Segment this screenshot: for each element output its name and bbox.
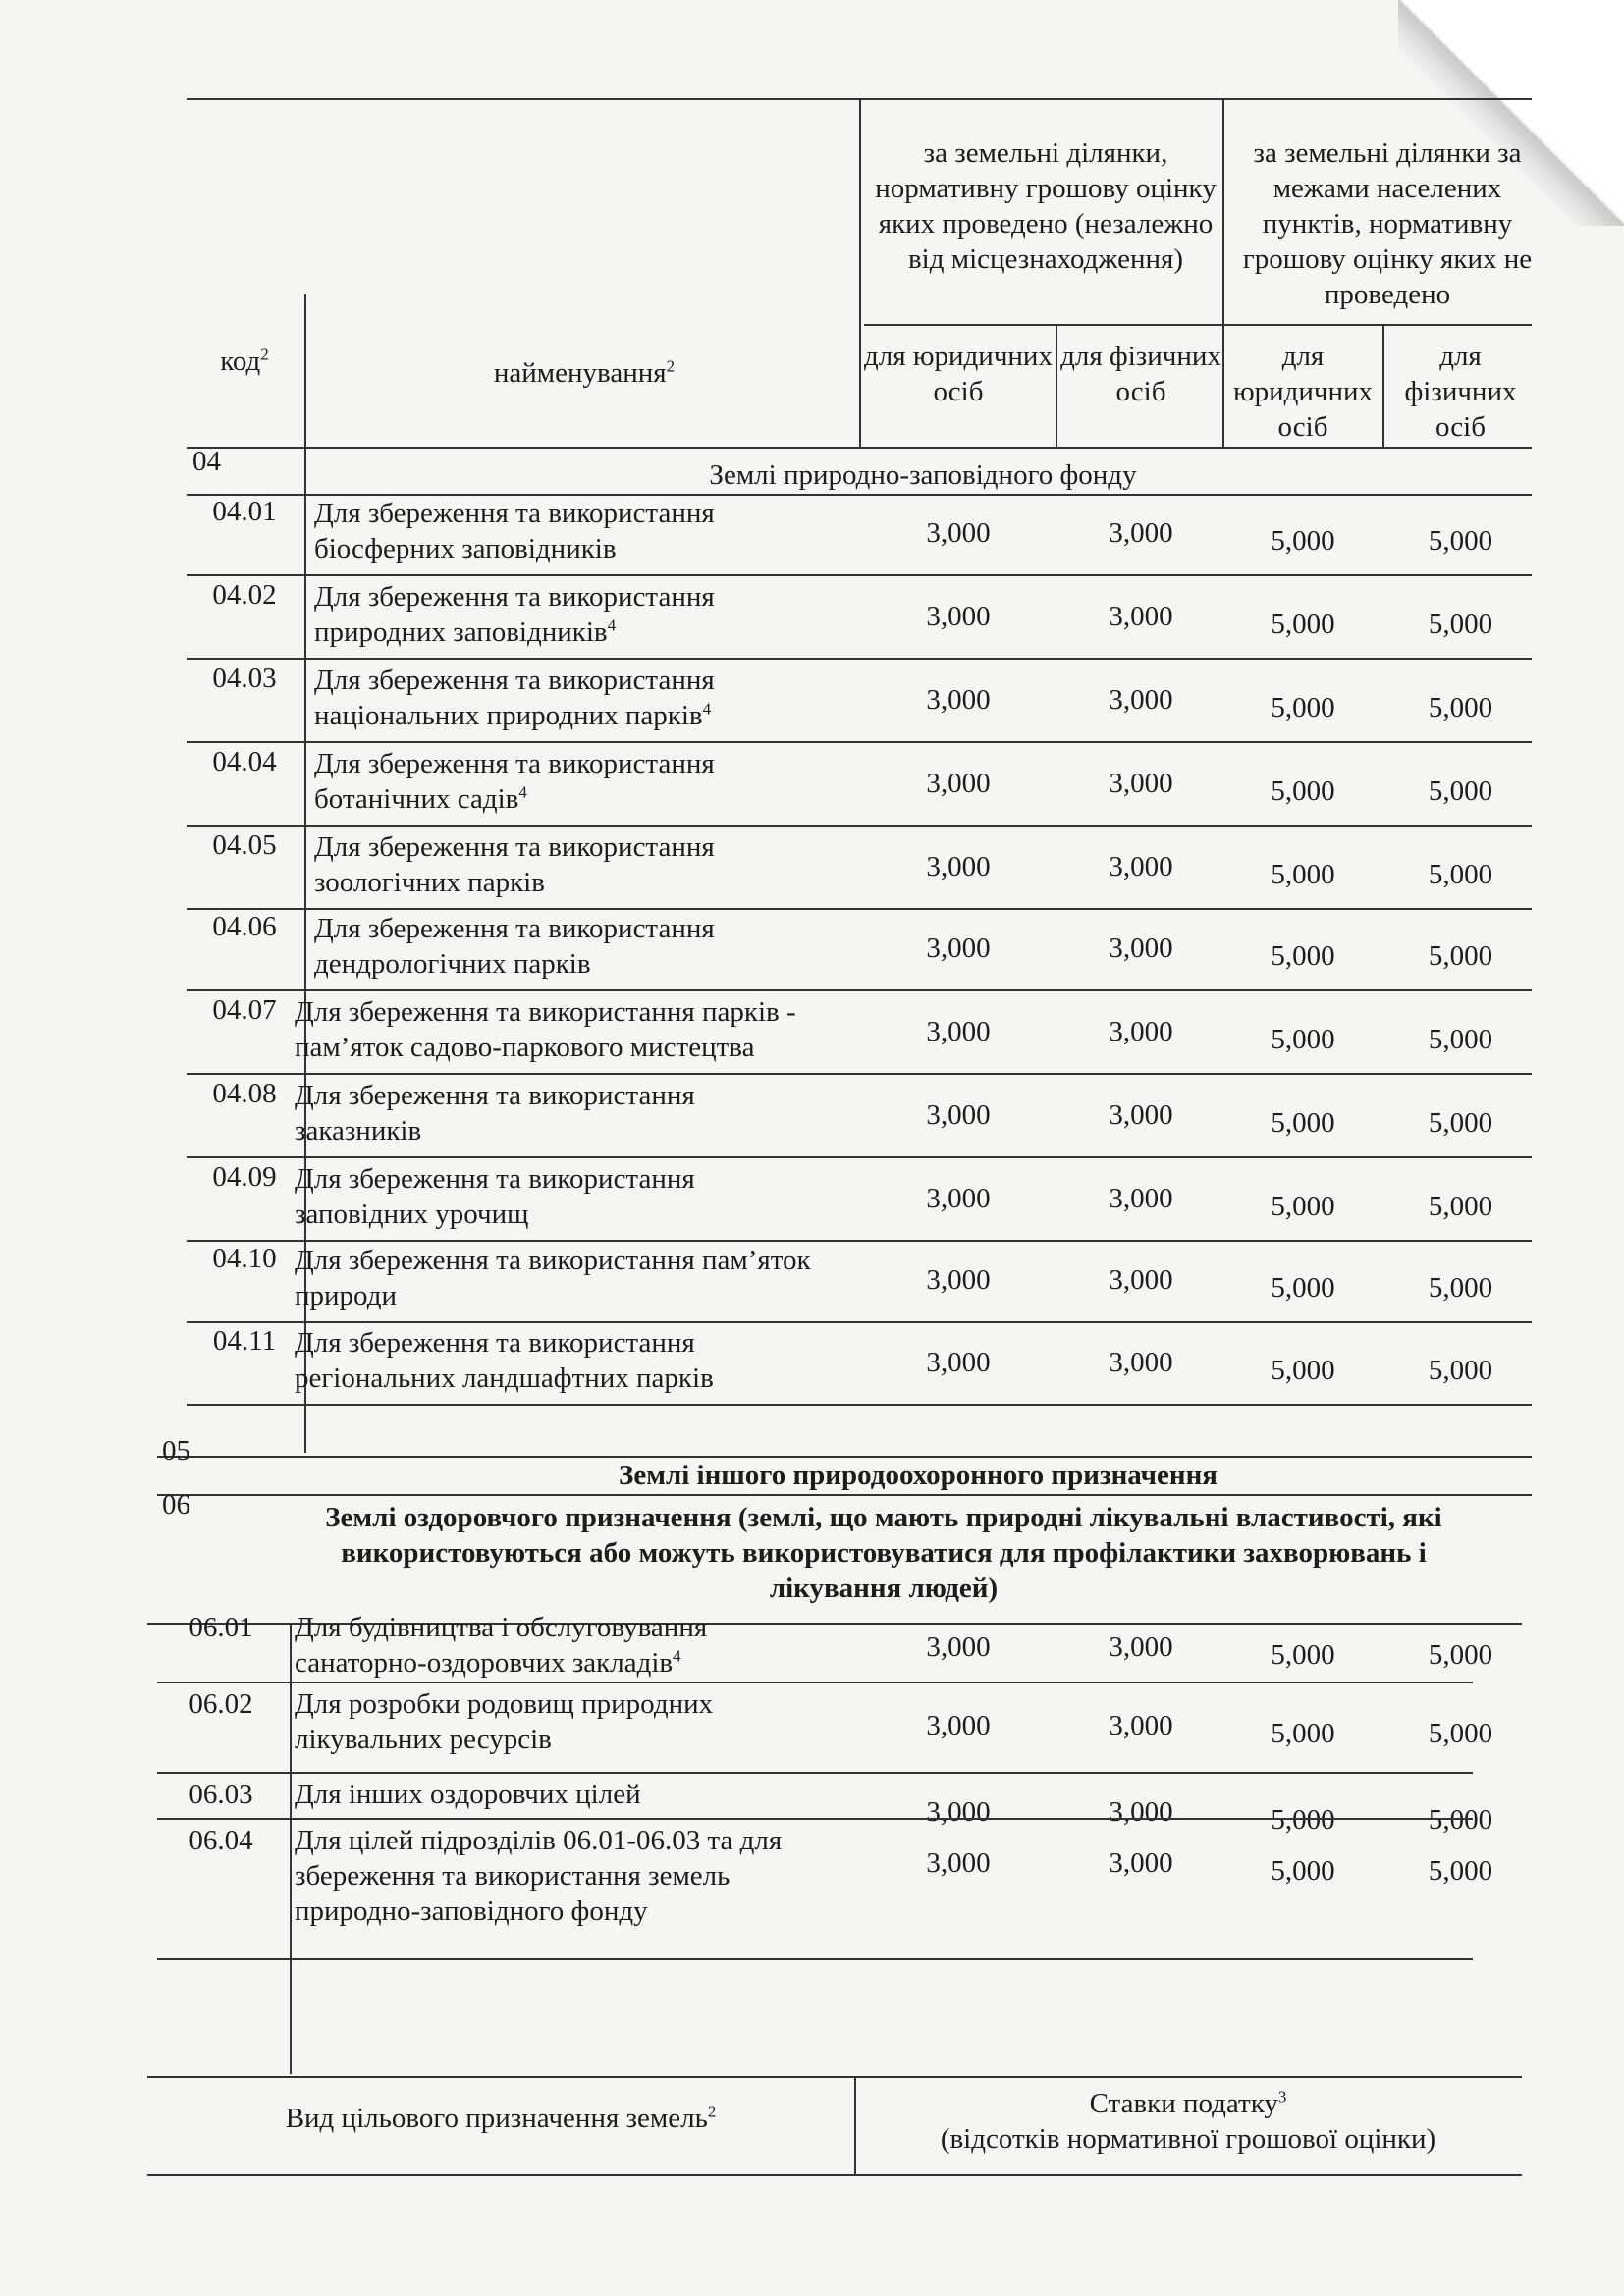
row-name: Для розробки родовищ природних лікувальних ресурсів <box>295 1688 714 1755</box>
rate-not-assessed: 5,000 <box>1271 609 1335 640</box>
rate-not-assessed: 5,000 <box>1428 775 1493 807</box>
rate-not-assessed: 5,000 <box>1428 859 1493 890</box>
header-name: найменування$^2$ <box>493 356 676 389</box>
row-name: Для збереження та використання зоологічних парків <box>314 831 715 898</box>
rate-legal-physical-assessed: 3,000 <box>1109 1099 1173 1131</box>
section-code: 05 <box>162 1435 190 1467</box>
rate-legal-physical-assessed: 3,000 <box>1109 1183 1173 1214</box>
row-divider <box>157 1772 1473 1774</box>
row-divider <box>157 1818 1473 1820</box>
row-divider <box>187 658 1532 660</box>
row-code: 04.06 <box>212 911 277 942</box>
rate-legal-physical-assessed: 3,000 <box>926 1183 991 1214</box>
row-divider <box>187 908 1532 910</box>
row-name: Для збереження та використання регіональних ландшафтних парків <box>295 1327 714 1394</box>
rate-not-assessed: 5,000 <box>1428 1191 1493 1222</box>
row-divider <box>187 989 1532 991</box>
header-physical-2: для фізичних осіб <box>1404 341 1517 443</box>
rate-not-assessed: 5,000 <box>1271 1355 1335 1386</box>
rate-not-assessed: 5,000 <box>1271 1718 1335 1749</box>
footer-tax-rate-label: Ставки податку$^3$ (відсотків нормативної грошової оцінки) <box>940 2087 1436 2155</box>
row-divider <box>157 1682 1473 1683</box>
rate-not-assessed: 5,000 <box>1271 859 1335 890</box>
row-name: Для збереження та використання заказників <box>295 1080 695 1147</box>
rate-not-assessed: 5,000 <box>1428 1639 1493 1671</box>
rate-legal-physical-assessed: 3,000 <box>926 1264 991 1296</box>
header-code: код$^2$ <box>220 345 269 377</box>
rate-not-assessed: 5,000 <box>1271 775 1335 807</box>
row-name: Для збереження та використання пам’яток природи <box>295 1245 811 1311</box>
rate-not-assessed: 5,000 <box>1271 1191 1335 1222</box>
section-code: 06 <box>162 1489 190 1521</box>
section-title: Землі іншого природоохоронного призначення <box>619 1460 1218 1491</box>
row-code: 06.03 <box>189 1779 253 1810</box>
footer-land-purpose-label: Вид цільового призначення земель$^2$ <box>285 2102 717 2134</box>
row-name: Для збереження та використання ботанічних садів$^4$ <box>314 748 715 815</box>
row-divider <box>187 574 1532 576</box>
rate-legal-physical-assessed: 3,000 <box>926 1016 991 1047</box>
row-code: 04.01 <box>212 496 277 527</box>
section-code: 04 <box>192 446 221 477</box>
row-divider <box>187 1404 1532 1406</box>
header-group-not-assessed: за земельні ділянки за межами населених пунктів, нормативну грошову оцінку яких не проведено <box>1242 137 1533 310</box>
rate-legal-physical-assessed: 3,000 <box>926 1099 991 1131</box>
rate-legal-physical-assessed: 3,000 <box>926 684 991 716</box>
rate-legal-physical-assessed: 3,000 <box>1109 517 1173 549</box>
row-code: 04.11 <box>212 1325 277 1357</box>
row-code: 06.02 <box>189 1688 253 1720</box>
rate-legal-physical-assessed: 3,000 <box>1109 1796 1173 1828</box>
rate-legal-physical-assessed: 3,000 <box>926 601 991 632</box>
rate-legal-physical-assessed: 3,000 <box>1109 1631 1173 1663</box>
rate-legal-physical-assessed: 3,000 <box>1109 1016 1173 1047</box>
header-physical-1: для фізичних осіб <box>1060 341 1221 407</box>
row-code: 04.02 <box>212 579 277 611</box>
rate-legal-physical-assessed: 3,000 <box>1109 1847 1173 1879</box>
rate-not-assessed: 5,000 <box>1428 1804 1493 1836</box>
rate-legal-physical-assessed: 3,000 <box>1109 601 1173 632</box>
row-name: Для збереження та використання парків - пам’яток садово-паркового мистецтва <box>295 996 796 1063</box>
rate-legal-physical-assessed: 3,000 <box>1109 851 1173 882</box>
rate-not-assessed: 5,000 <box>1428 940 1493 972</box>
rate-legal-physical-assessed: 3,000 <box>1109 768 1173 799</box>
row-name: Для збереження та використання біосферних заповідників <box>314 498 715 564</box>
rate-not-assessed: 5,000 <box>1428 609 1493 640</box>
rate-not-assessed: 5,000 <box>1428 1272 1493 1304</box>
rate-not-assessed: 5,000 <box>1271 1107 1335 1139</box>
rate-not-assessed: 5,000 <box>1428 1718 1493 1749</box>
row-code: 06.01 <box>189 1612 253 1643</box>
row-code: 04.08 <box>212 1078 277 1109</box>
section-title: Землі природно-заповідного фонду <box>709 459 1137 491</box>
rate-legal-physical-assessed: 3,000 <box>1109 1710 1173 1741</box>
row-divider <box>187 825 1532 827</box>
rate-not-assessed: 5,000 <box>1271 1639 1335 1671</box>
rate-legal-physical-assessed: 3,000 <box>926 517 991 549</box>
rate-not-assessed: 5,000 <box>1271 1855 1335 1887</box>
rate-not-assessed: 5,000 <box>1428 1855 1493 1887</box>
header-group-assessed: за земельні ділянки, нормативну грошову оцінку яких проведено (незалежно від місцезнаходження) <box>875 137 1217 275</box>
rate-legal-physical-assessed: 3,000 <box>1109 1264 1173 1296</box>
row-code: 04.09 <box>212 1161 277 1193</box>
row-name: Для збереження та використання природних заповідників$^4$ <box>314 581 715 648</box>
header-legal-2: для юридичних осіб <box>1232 341 1374 443</box>
rate-legal-physical-assessed: 3,000 <box>926 1847 991 1879</box>
row-name: Для цілей підрозділів 06.01-06.03 та для збереження та використання земель природно-заповідного фонду <box>295 1825 783 1927</box>
row-name: Для збереження та використання заповідних урочищ <box>295 1163 695 1230</box>
rate-legal-physical-assessed: 3,000 <box>926 1347 991 1378</box>
rate-not-assessed: 5,000 <box>1428 1107 1493 1139</box>
row-divider <box>187 741 1532 743</box>
rate-legal-physical-assessed: 3,000 <box>926 1796 991 1828</box>
rate-legal-physical-assessed: 3,000 <box>1109 1347 1173 1378</box>
rate-not-assessed: 5,000 <box>1271 1804 1335 1836</box>
rate-legal-physical-assessed: 3,000 <box>926 768 991 799</box>
row-name: Для будівництва і обслуговування санаторно-оздоровчих закладів$^4$ <box>295 1612 708 1679</box>
rate-not-assessed: 5,000 <box>1271 525 1335 557</box>
rate-not-assessed: 5,000 <box>1271 940 1335 972</box>
rate-legal-physical-assessed: 3,000 <box>926 1710 991 1741</box>
row-divider <box>157 1958 1473 1960</box>
rate-not-assessed: 5,000 <box>1428 525 1493 557</box>
rate-legal-physical-assessed: 3,000 <box>1109 933 1173 964</box>
row-code: 04.07 <box>212 994 277 1026</box>
row-divider <box>187 1156 1532 1158</box>
row-divider <box>187 1321 1532 1323</box>
row-divider <box>187 1240 1532 1242</box>
row-name: Для збереження та використання національних природних парків$^4$ <box>314 665 715 731</box>
row-divider <box>187 1073 1532 1075</box>
row-code: 06.04 <box>189 1825 253 1856</box>
rate-legal-physical-assessed: 3,000 <box>926 933 991 964</box>
rate-legal-physical-assessed: 3,000 <box>926 1631 991 1663</box>
row-code: 04.03 <box>212 663 277 694</box>
section-title: Землі оздоровчого призначення (землі, що мають природні лікувальні властивості, які використовуються або можуть використовуватися для профілактики захворювань і лікування людей) <box>325 1502 1442 1604</box>
row-code: 04.04 <box>212 746 277 777</box>
row-name: Для збереження та використання дендрологічних парків <box>314 913 715 980</box>
rate-not-assessed: 5,000 <box>1271 1024 1335 1055</box>
rate-not-assessed: 5,000 <box>1428 692 1493 723</box>
rate-not-assessed: 5,000 <box>1271 1272 1335 1304</box>
header-legal-1: для юридичних осіб <box>864 341 1053 407</box>
rate-legal-physical-assessed: 3,000 <box>1109 684 1173 716</box>
rate-legal-physical-assessed: 3,000 <box>926 851 991 882</box>
row-code: 04.10 <box>212 1243 277 1274</box>
row-name: Для інших оздоровчих цілей <box>295 1779 641 1810</box>
rate-not-assessed: 5,000 <box>1428 1355 1493 1386</box>
rate-not-assessed: 5,000 <box>1428 1024 1493 1055</box>
row-code: 04.05 <box>212 829 277 861</box>
rate-not-assessed: 5,000 <box>1271 692 1335 723</box>
